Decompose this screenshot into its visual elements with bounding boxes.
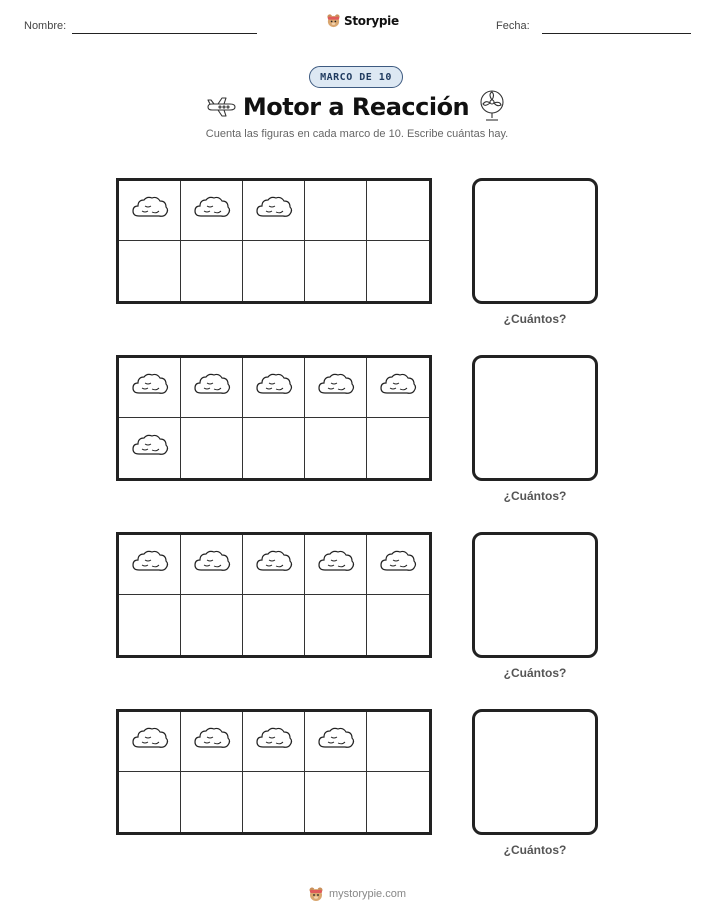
frame-cell — [305, 418, 367, 478]
cloud-icon — [254, 548, 294, 581]
frame-cell — [367, 772, 429, 832]
ten-frame-1 — [116, 178, 432, 304]
answer-box-1[interactable] — [472, 178, 598, 304]
brand-logo — [326, 13, 399, 28]
ten-frame-4 — [116, 709, 432, 835]
frame-cell — [119, 181, 181, 241]
frame-cell — [305, 712, 367, 772]
frame-cell — [243, 712, 305, 772]
cloud-icon — [254, 371, 294, 404]
ten-frame-2 — [116, 355, 432, 481]
frame-cell — [305, 358, 367, 418]
frame-cell — [243, 595, 305, 655]
instructions: Cuenta las figuras en cada marco de 10. Escribe cuántas hay. — [205, 128, 509, 140]
frame-cell — [181, 358, 243, 418]
cloud-icon — [316, 548, 356, 581]
footer-url[interactable]: mystorypie.com — [328, 888, 407, 900]
answer-box-2[interactable] — [472, 355, 598, 481]
cloud-icon — [130, 725, 170, 758]
frame-cell — [243, 535, 305, 595]
frame-cell — [119, 241, 181, 301]
answer-label-4: ¿Cuántos? — [503, 843, 567, 857]
date-line[interactable] — [542, 33, 691, 34]
frame-cell — [243, 772, 305, 832]
bear-icon — [326, 13, 341, 28]
cloud-icon — [192, 194, 232, 227]
worksheet-type-badge: MARCO DE 10 — [309, 66, 403, 88]
frame-cell — [181, 418, 243, 478]
frame-cell — [305, 181, 367, 241]
frame-cell — [367, 535, 429, 595]
cloud-icon — [130, 371, 170, 404]
frame-cell — [119, 535, 181, 595]
cloud-icon — [130, 548, 170, 581]
answer-box-3[interactable] — [472, 532, 598, 658]
frame-cell — [181, 241, 243, 301]
frame-cell — [119, 595, 181, 655]
brand-name: Storypie — [344, 13, 399, 28]
airplane-icon — [204, 96, 238, 118]
footer — [0, 886, 714, 902]
answer-label-3: ¿Cuántos? — [503, 666, 567, 680]
cloud-icon — [130, 432, 170, 465]
name-line[interactable] — [72, 33, 257, 34]
frame-cell — [367, 418, 429, 478]
fan-icon — [479, 90, 505, 122]
frame-cell — [119, 418, 181, 478]
cloud-icon — [254, 194, 294, 227]
frame-cell — [243, 358, 305, 418]
name-label: Nombre: — [24, 20, 67, 32]
frame-cell — [181, 181, 243, 241]
frame-cell — [181, 535, 243, 595]
cloud-icon — [378, 371, 418, 404]
frame-cell — [367, 241, 429, 301]
frame-cell — [367, 358, 429, 418]
frame-cell — [367, 181, 429, 241]
frame-cell — [119, 712, 181, 772]
frame-cell — [305, 772, 367, 832]
ten-frame-3 — [116, 532, 432, 658]
cloud-icon — [254, 725, 294, 758]
cloud-icon — [316, 725, 356, 758]
frame-cell — [243, 418, 305, 478]
date-label: Fecha: — [496, 20, 530, 32]
frame-cell — [119, 772, 181, 832]
cloud-icon — [192, 548, 232, 581]
frame-cell — [243, 181, 305, 241]
answer-box-4[interactable] — [472, 709, 598, 835]
bear-icon — [308, 886, 324, 902]
page-title: Motor a Reacción — [242, 93, 470, 121]
answer-label-2: ¿Cuántos? — [503, 489, 567, 503]
frame-cell — [243, 241, 305, 301]
frame-cell — [305, 241, 367, 301]
frame-cell — [181, 595, 243, 655]
frame-cell — [119, 358, 181, 418]
frame-cell — [367, 712, 429, 772]
frame-cell — [305, 595, 367, 655]
cloud-icon — [192, 371, 232, 404]
cloud-icon — [316, 371, 356, 404]
cloud-icon — [130, 194, 170, 227]
frame-cell — [305, 535, 367, 595]
cloud-icon — [378, 548, 418, 581]
frame-cell — [367, 595, 429, 655]
answer-label-1: ¿Cuántos? — [503, 312, 567, 326]
frame-cell — [181, 772, 243, 832]
cloud-icon — [192, 725, 232, 758]
frame-cell — [181, 712, 243, 772]
